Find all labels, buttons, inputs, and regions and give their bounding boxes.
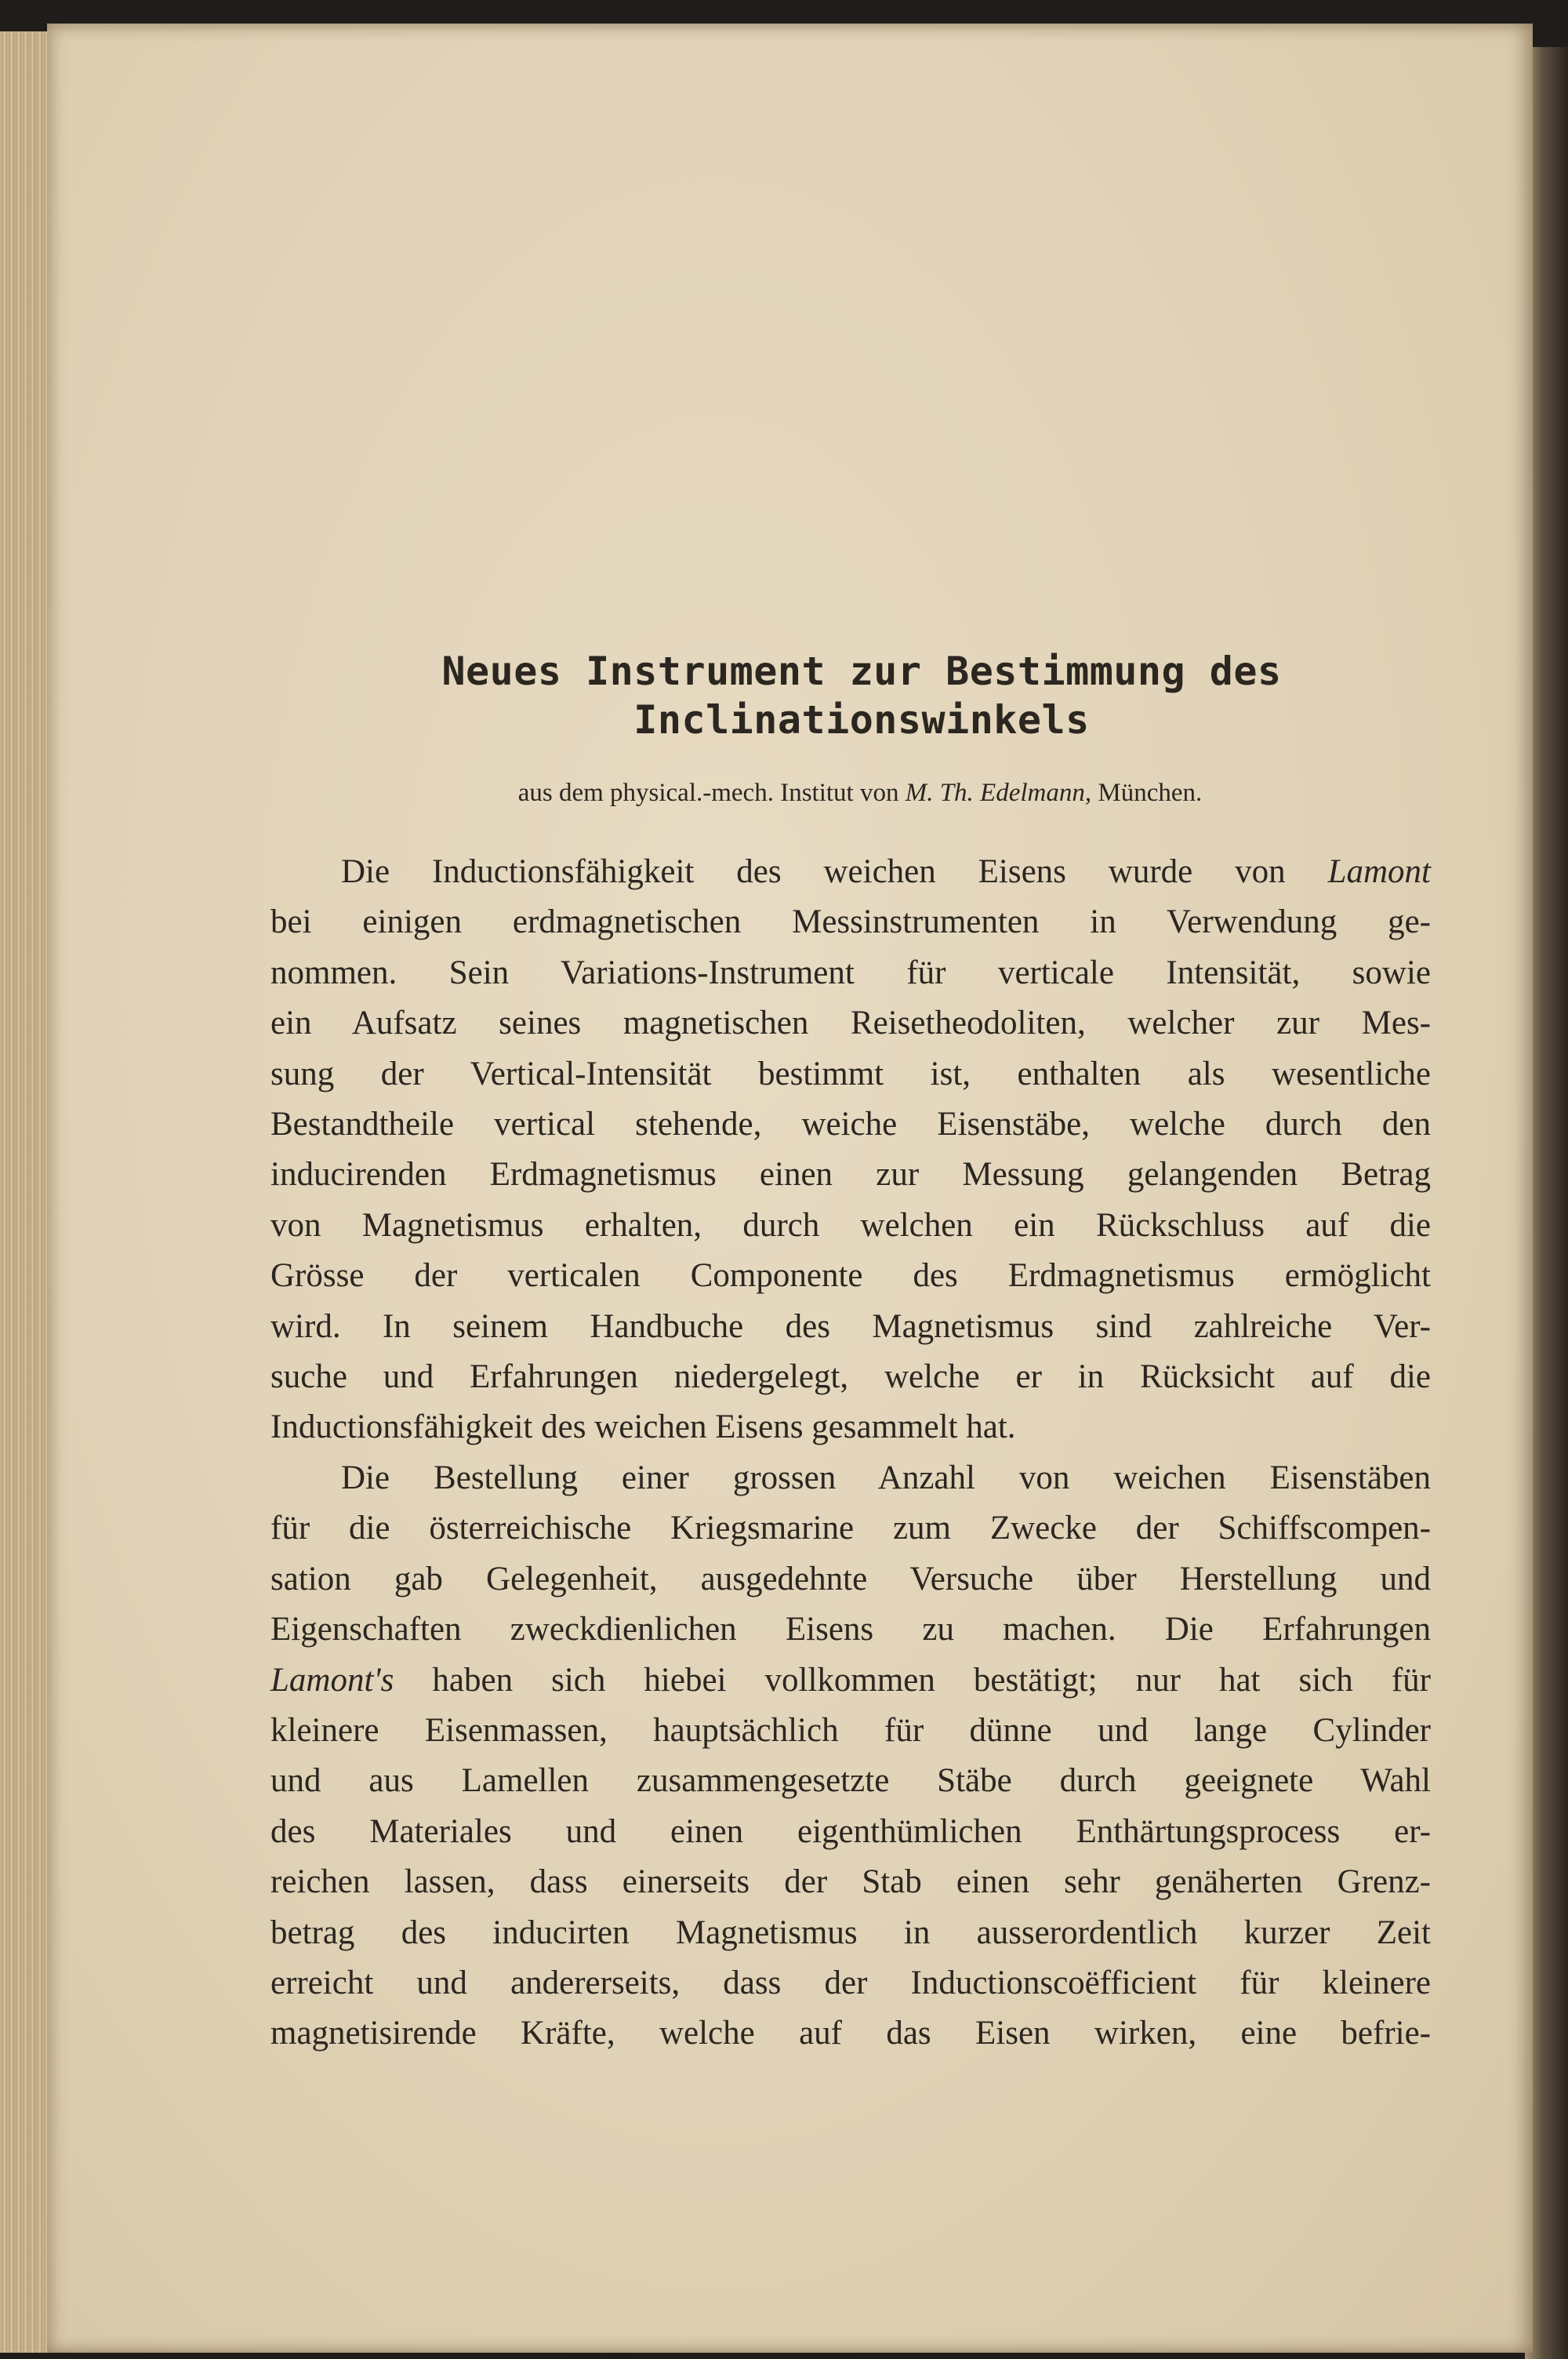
byline xyxy=(289,779,1431,808)
title-line-1: Neues Instrument zur Bestimmung des xyxy=(441,649,1282,694)
book-page xyxy=(47,24,1533,2353)
byline-suffix: München. xyxy=(1091,779,1203,807)
paragraph-2-line-5 xyxy=(270,1656,1431,1706)
paragraph-2-line: betrag des inducirten Magnetismus in ausserordentlich kurzer Zeit xyxy=(270,1914,1431,1951)
paragraph-1-line: ein Aufsatz seines magnetischen Reisetheodoliten, welcher zur Mes- xyxy=(270,1005,1431,1042)
paragraph-1-line-1-text: Die Inductionsfähigkeit des weichen Eisens wurde von xyxy=(341,853,1328,890)
paragraph-1 xyxy=(270,847,1431,1453)
paragraph-2-line: kleinere Eisenmassen, hauptsächlich für dünne und lange Cylinder xyxy=(270,1711,1431,1749)
paragraph-2-line: Eigenschaften zweckdienlichen Eisens zu machen. Die Erfahrungen xyxy=(270,1611,1431,1648)
paragraph-2-line: magnetisirende Kräfte, welche auf das Eisen wirken, eine befrie- xyxy=(270,2015,1431,2052)
paragraph-1-line: Bestandtheile vertical stehende, weiche Eisenstäbe, welche durch den xyxy=(270,1106,1431,1143)
paragraph-2-line: sation gab Gelegenheit, ausgedehnte Versuche über Herstellung und xyxy=(270,1560,1431,1598)
paragraph-2-line: reichen lassen, dass einerseits der Stab einen sehr genäherten Grenz- xyxy=(270,1863,1431,1901)
paragraph-2-line: für die österreichische Kriegsmarine zum Zwecke der Schiffscompen- xyxy=(270,1510,1431,1547)
title-line-2: Inclinationswinkels xyxy=(633,697,1090,743)
paragraph-1-line: bei einigen erdmagnetischen Messinstrumenten in Verwendung ge- xyxy=(270,903,1431,941)
paragraph-2-line: und aus Lamellen zusammengesetzte Stäbe durch geeignete Wahl xyxy=(270,1762,1431,1800)
page-content xyxy=(270,647,1431,2059)
article-title xyxy=(292,647,1431,744)
paragraph-1-line-1 xyxy=(270,847,1431,897)
author-name-lamonts: Lamont's xyxy=(270,1661,394,1699)
paragraph-2-line: Die Bestellung einer grossen Anzahl von weichen Eisenstäben xyxy=(341,1459,1431,1496)
byline-prefix: aus dem physical.-mech. Institut von xyxy=(517,779,906,807)
paragraph-2-line: erreicht und andererseits, dass der Inductionscoëfficient für kleinere xyxy=(270,1964,1431,2001)
paragraph-1-line: Inductionsfähigkeit des weichen Eisens gesammelt hat. xyxy=(270,1408,1016,1446)
paragraph-2-line-5-text: haben sich hiebei vollkommen bestätigt; nur hat sich für xyxy=(394,1661,1431,1699)
paragraph-1-line: nommen. Sein Variations-Instrument für verticale Intensität, sowie xyxy=(270,954,1431,991)
paragraph-1-line: inducirenden Erdmagnetismus einen zur Messung gelangenden Betrag xyxy=(270,1156,1431,1194)
author-name-lamont: Lamont xyxy=(1327,853,1431,890)
paragraph-1-line: sung der Vertical-Intensität bestimmt ist, enthalten als wesentliche xyxy=(270,1055,1431,1092)
byline-author: M. Th. Edelmann, xyxy=(905,779,1092,807)
paragraph-1-line: suche und Erfahrungen niedergelegt, welche er in Rücksicht auf die xyxy=(270,1358,1431,1396)
paragraph-2 xyxy=(270,1453,1431,2059)
paragraph-1-line: Grösse der verticalen Componente des Erdmagnetismus ermöglicht xyxy=(270,1257,1431,1295)
paragraph-2-line: des Materiales und einen eigenthümlichen Enthärtungsprocess er- xyxy=(270,1812,1431,1850)
paragraph-1-line: wird. In seinem Handbuche des Magnetismus sind zahlreiche Ver- xyxy=(270,1307,1431,1345)
paragraph-1-line: von Magnetismus erhalten, durch welchen ein Rückschluss auf die xyxy=(270,1206,1431,1244)
